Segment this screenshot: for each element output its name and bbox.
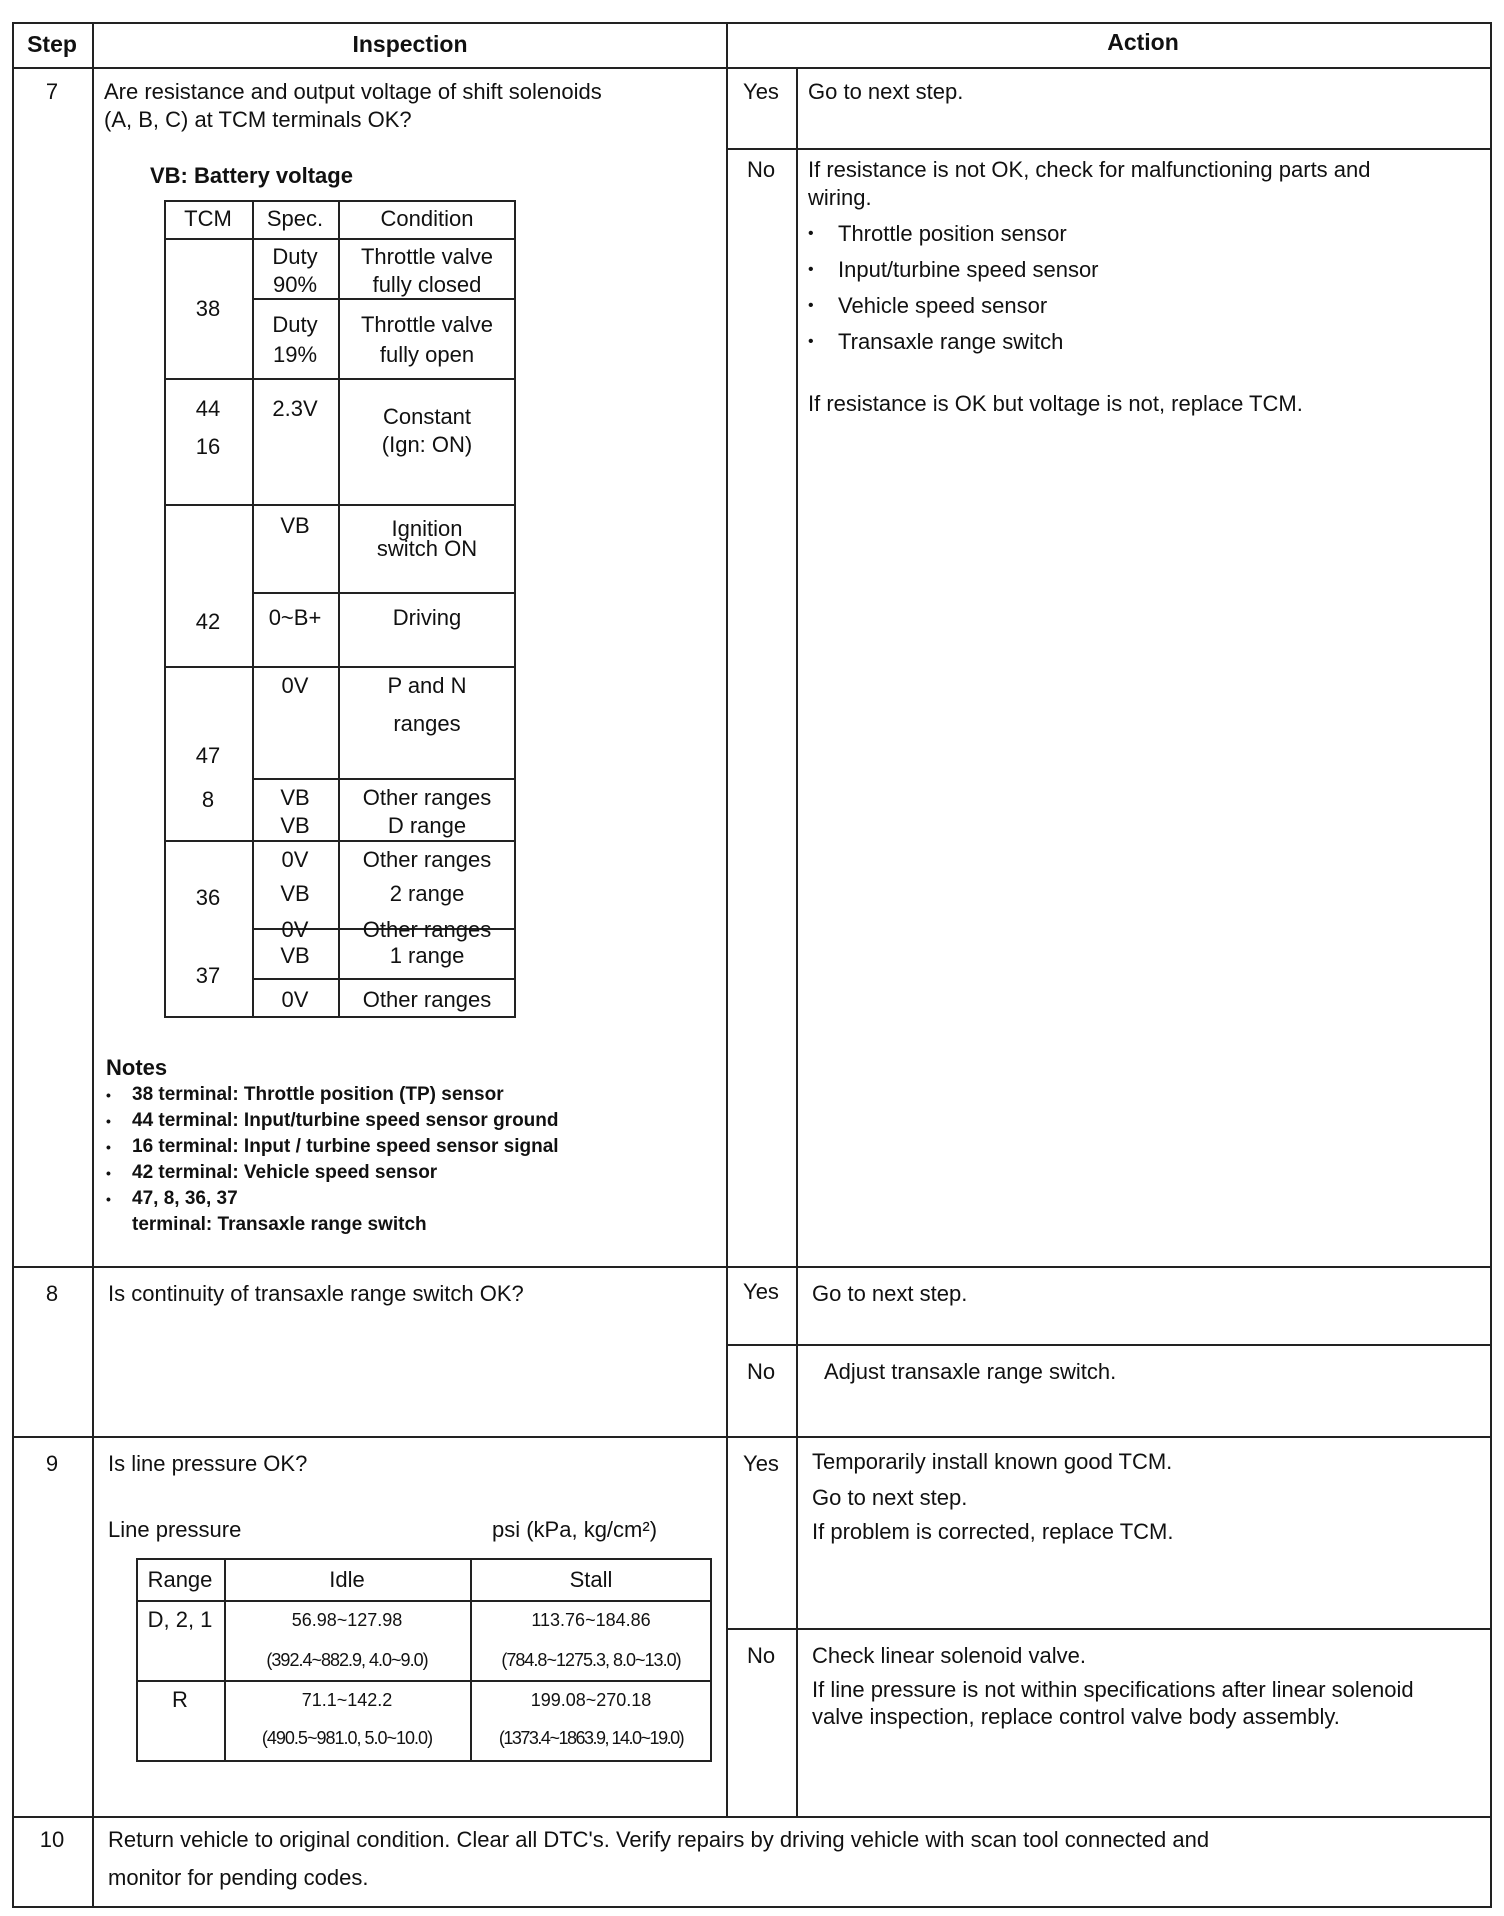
row8-bottom xyxy=(12,1436,1492,1438)
note-1: • 38 terminal: Throttle position (TP) sensor xyxy=(132,1082,504,1108)
lp-idle-r: 71.1~142.2 xyxy=(301,1690,393,1710)
step7-yes-label: Yes xyxy=(743,79,779,104)
lp-stall-d21: 113.76~184.86 xyxy=(531,1610,651,1630)
step-number-8: 8 xyxy=(45,1281,59,1306)
yesno-col-divider xyxy=(796,67,798,1816)
row8-yesno-split xyxy=(726,1344,1492,1346)
header-step: Step xyxy=(27,31,77,57)
tcm-44: 44 xyxy=(195,396,221,421)
step7-question-line1: Are resistance and output voltage of shift solenoids xyxy=(104,79,602,104)
border-top xyxy=(12,22,1492,24)
spec-0v-1: 0V xyxy=(281,673,309,698)
header-action: Action xyxy=(1107,29,1179,55)
step8-no-label: No xyxy=(746,1359,776,1384)
note-5-cont: terminal: Transaxle range switch xyxy=(132,1214,427,1235)
cond-ignition-a: Ignition xyxy=(391,516,463,541)
line-pressure-label: Line pressure xyxy=(108,1517,242,1542)
spec-0-b-plus: 0~B+ xyxy=(268,605,322,630)
line-pressure-units: psi (kPa, kg/cm²) xyxy=(492,1517,658,1542)
step7-no-bullet-4: • Transaxle range switch xyxy=(838,328,1063,356)
th-condition: Condition xyxy=(380,206,474,231)
cond-constant-a: Constant xyxy=(382,404,472,429)
note-2: • 44 terminal: Input/turbine speed sensor ground xyxy=(132,1108,559,1134)
tcm-8: 8 xyxy=(201,787,215,812)
cond-pn-a: P and N xyxy=(387,673,467,698)
header-divider xyxy=(12,67,1492,69)
step7-question-line2: (A, B, C) at TCM terminals OK? xyxy=(104,107,412,132)
line-pressure-table xyxy=(136,1558,712,1762)
step9-question: Is line pressure OK? xyxy=(108,1451,308,1476)
step7-no-action-line2: wiring. xyxy=(808,185,872,210)
spec-0v-4: 0V xyxy=(281,987,309,1012)
cond-ignition-b: switch ON xyxy=(376,536,478,561)
spec-vb-1: VB xyxy=(280,785,310,810)
step-number-10: 10 xyxy=(39,1827,65,1852)
spec-duty-19-b: 19% xyxy=(272,342,318,367)
battery-voltage-label: VB: Battery voltage xyxy=(150,163,353,188)
lp-idle-d21-sub: (392.4~882.9, 4.0~9.0) xyxy=(266,1650,428,1670)
diagnostic-procedure-table xyxy=(12,22,1492,1908)
step8-yes-action: Go to next step. xyxy=(812,1281,968,1306)
spec-vb: VB xyxy=(280,513,310,538)
step-col-divider xyxy=(92,22,94,1908)
spec-vb-4: VB xyxy=(280,943,310,968)
step7-no-bullet-1: • Throttle position sensor xyxy=(838,220,1067,248)
step7-yes-action: Go to next step. xyxy=(808,79,964,104)
border-right xyxy=(1490,22,1492,1908)
tcm-16: 16 xyxy=(195,434,221,459)
cond-d-range: D range xyxy=(387,813,467,838)
lp-idle-r-sub: (490.5~981.0, 5.0~10.0) xyxy=(261,1728,433,1748)
note-5: • 47, 8, 36, 37 xyxy=(132,1186,238,1212)
notes-title: Notes xyxy=(106,1055,168,1080)
note-4: • 42 terminal: Vehicle speed sensor xyxy=(132,1160,437,1186)
cond-pn-b: ranges xyxy=(393,711,461,736)
tcm-42: 42 xyxy=(195,609,221,634)
cond-tv-closed-b: fully closed xyxy=(372,272,482,297)
step7-no-action-line1: If resistance is not OK, check for malfunctioning parts and xyxy=(808,157,1371,182)
lp-th-stall: Stall xyxy=(569,1567,613,1592)
spec-duty-19-a: Duty xyxy=(272,312,318,337)
step8-no-action: Adjust transaxle range switch. xyxy=(824,1359,1117,1384)
spec-0v-2: 0V xyxy=(281,847,309,872)
spec-vb-2: VB xyxy=(280,813,310,838)
tcm-spec-table xyxy=(164,200,516,1018)
th-spec: Spec. xyxy=(266,206,324,231)
cond-driving: Driving xyxy=(392,605,462,630)
border-bottom xyxy=(12,1906,1492,1908)
cond-2-range: 2 range xyxy=(389,881,465,906)
step8-question: Is continuity of transaxle range switch OK? xyxy=(108,1281,524,1306)
step10-text-line2: monitor for pending codes. xyxy=(108,1865,369,1890)
row9-bottom xyxy=(12,1816,1492,1818)
step9-no-label: No xyxy=(746,1643,776,1668)
spec-0v-3: 0V xyxy=(281,917,309,942)
cond-tv-open-a: Throttle valve xyxy=(360,312,494,337)
step-number-9: 9 xyxy=(45,1451,59,1476)
spec-duty-90-a: Duty xyxy=(272,244,318,269)
step9-yes-line2: Go to next step. xyxy=(812,1485,968,1510)
lp-stall-d21-sub: (784.8~1275.3, 8.0~13.0) xyxy=(501,1650,681,1670)
lp-stall-r-sub: (1373.4~1863.9, 14.0~19.0) xyxy=(498,1728,684,1748)
step9-no-line2: If line pressure is not within specifications after linear solenoid valve inspection, replace control valve body assembly. xyxy=(812,1677,1414,1729)
th-tcm: TCM xyxy=(184,206,232,231)
step10-text-line1: Return vehicle to original condition. Clear all DTC's. Verify repairs by driving vehicle with scan tool connected and xyxy=(108,1827,1210,1852)
tcm-47: 47 xyxy=(195,743,221,768)
lp-idle-d21: 56.98~127.98 xyxy=(291,1610,403,1630)
step9-no-line1: Check linear solenoid valve. xyxy=(812,1643,1086,1668)
lp-stall-r: 199.08~270.18 xyxy=(530,1690,652,1710)
inspection-col-divider xyxy=(726,22,728,1816)
step9-yes-label: Yes xyxy=(743,1451,779,1476)
cond-tv-closed-a: Throttle valve xyxy=(360,244,494,269)
step7-no-bullet-3: • Vehicle speed sensor xyxy=(838,292,1047,320)
spec-2-3v: 2.3V xyxy=(272,396,318,421)
cond-other-1: Other ranges xyxy=(362,785,492,810)
lp-th-idle: Idle xyxy=(329,1567,365,1592)
step9-yes-line3: If problem is corrected, replace TCM. xyxy=(812,1519,1174,1544)
step7-no-action-final: If resistance is OK but voltage is not, replace TCM. xyxy=(808,391,1303,416)
step9-yes-line1: Temporarily install known good TCM. xyxy=(812,1449,1173,1474)
step7-no-bullet-2: • Input/turbine speed sensor xyxy=(838,256,1099,284)
border-left xyxy=(12,22,14,1908)
lp-range-r: R xyxy=(172,1687,188,1712)
spec-duty-90-b: 90% xyxy=(272,272,318,297)
cond-constant-b: (Ign: ON) xyxy=(381,432,473,457)
step7-no-label: No xyxy=(746,157,776,182)
tcm-37: 37 xyxy=(195,963,221,988)
cond-tv-open-b: fully open xyxy=(379,342,475,367)
note-3: • 16 terminal: Input / turbine speed sensor signal xyxy=(132,1134,559,1160)
lp-th-range: Range xyxy=(147,1567,213,1592)
cond-other-3: Other ranges xyxy=(362,917,492,942)
row7-bottom xyxy=(12,1266,1492,1268)
cond-other-2: Other ranges xyxy=(362,847,492,872)
row7-yesno-split xyxy=(726,148,1492,150)
step8-yes-label: Yes xyxy=(743,1279,779,1304)
header-inspection: Inspection xyxy=(352,31,468,57)
step-number-7: 7 xyxy=(45,79,59,104)
cond-1-range: 1 range xyxy=(389,943,465,968)
lp-range-d21: D, 2, 1 xyxy=(147,1607,213,1632)
row9-yesno-split xyxy=(726,1628,1492,1630)
cond-other-4: Other ranges xyxy=(362,987,492,1012)
tcm-36: 36 xyxy=(195,885,221,910)
tcm-38: 38 xyxy=(195,296,221,321)
spec-vb-3: VB xyxy=(280,881,310,906)
